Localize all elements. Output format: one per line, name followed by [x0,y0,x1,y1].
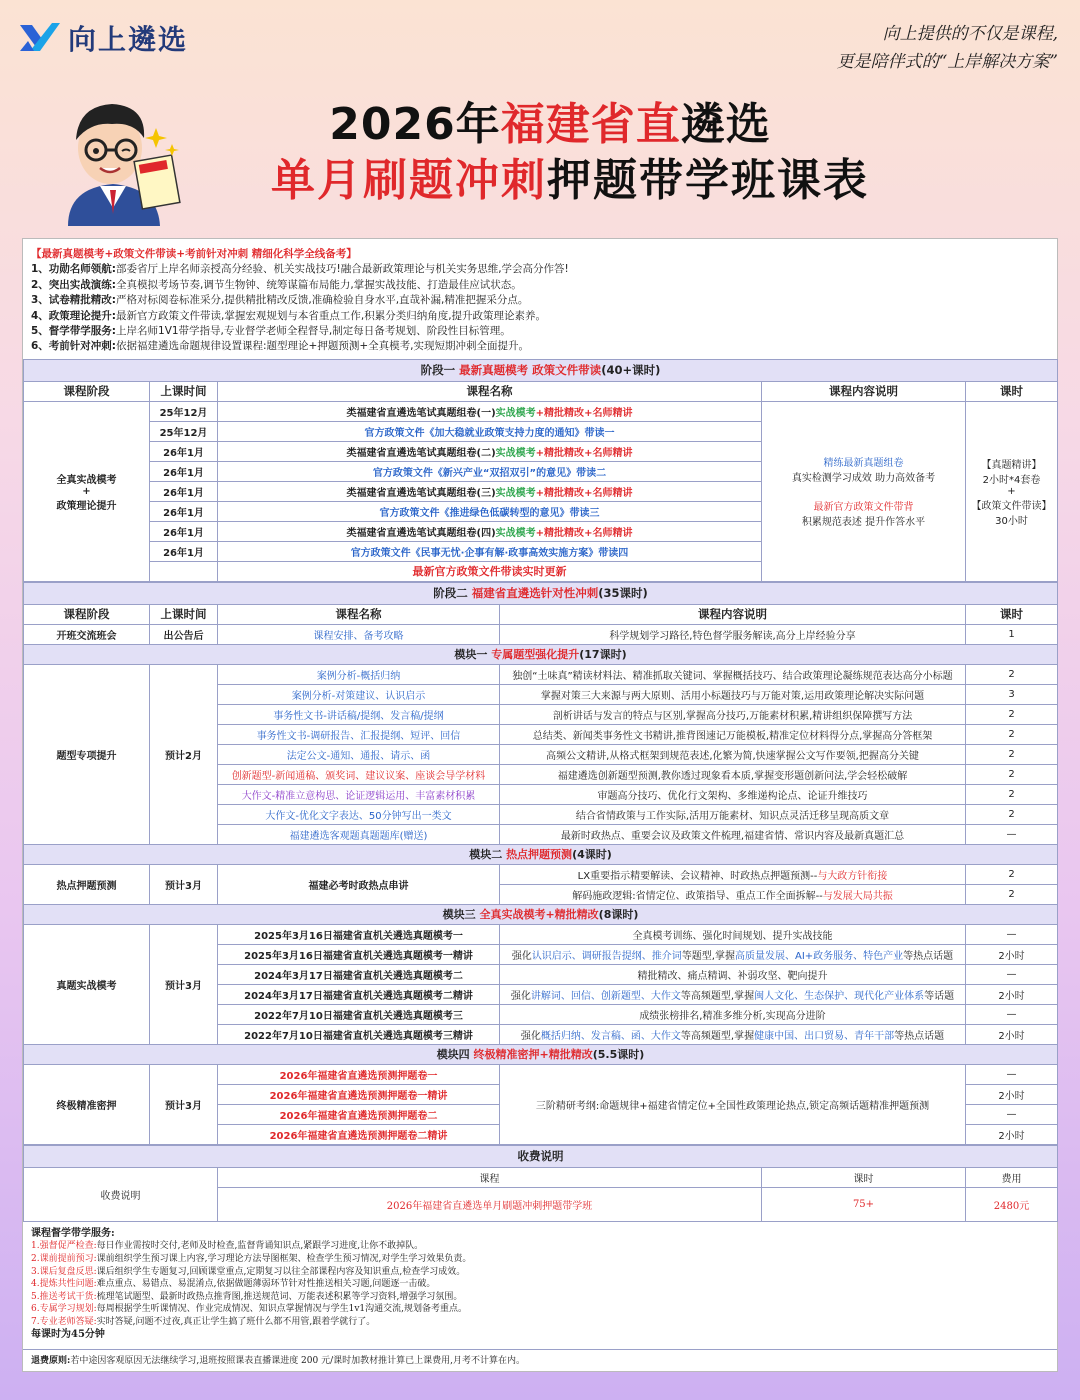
desc-fragment: 强化 [510,990,531,1002]
phase-cell: 题型专项提升 [24,664,150,844]
cell: 1 [966,624,1058,644]
col-header-hours: 课时 [966,604,1058,624]
intro-value: 部委省厅上岸名师亲授高分经验、机关实战技巧!融合最新政策理论与机关实务思维,学会高分作答! [116,263,569,276]
phase-cell [24,401,150,581]
desc-text: 最新官方政策文件带背 [813,502,914,514]
col-header-desc: 课程内容说明 [762,381,966,401]
desc-fragment: 等热点话题 [903,950,954,962]
course-cell: 法定公文-通知、通报、请示、函 [218,744,500,764]
desc-fragment: 认识启示、调研报告提纲、推介词 [531,950,682,962]
course-tag: +精批精改 [535,447,585,459]
course-tag: 实战模考 [495,447,536,459]
desc-cell: 掌握对策三大来源与两大原则、活用小标题技巧与万能对策,运用政策理论解决实际问题 [500,684,966,704]
desc-fragment: 等话题 [924,990,955,1002]
service-item [31,1278,1049,1291]
hours-cell: 2 [966,784,1058,804]
intro-section [23,239,1057,359]
intro-line [31,324,1049,339]
logo-mark-icon [18,21,62,55]
cell: 课程安排、备考攻略 [218,624,500,644]
fee-header-fee: 费用 [966,1167,1058,1187]
course-text: 类福建省直遴选笔试真题组卷(二) [346,447,496,459]
hours-text: 【真题精讲】 [981,459,1042,471]
course-text: 官方政策文件《加大稳就业政策支持力度的通知》带读一 [364,427,615,439]
time-cell: 25年12月 [150,401,218,421]
service-key: 6.专属学习规划: [31,1304,97,1315]
service-value: 每日作业需按时交付,老师及时检查,监督背诵知识点,紧跟学习进度,让你不敢掉队。 [96,1241,424,1252]
phase-cell: 真题实战模考 [24,924,150,1044]
brand-logo [18,18,188,58]
hours-cell: 2 [966,744,1058,764]
hours-text: + [1007,485,1016,497]
course-text: 类福建省直遴选笔试真题组卷(一) [346,407,496,419]
col-header-hours: 课时 [966,381,1058,401]
desc-cell: 最新时政热点、重要会议及政策文件梳理,福建省情、常识内容及最新真题汇总 [500,824,966,844]
desc-fragment: 全真模考训练、强化时间规划、提升实战技能 [632,930,833,942]
desc-cell: 总结类、新闻类事务性文书精讲,推背图速记万能模板,精准定位材料得分点,掌握高分答框架 [500,724,966,744]
course-tag: +名师精讲 [584,407,633,419]
service-item [31,1253,1049,1266]
time-cell: 26年1月 [150,461,218,481]
course-cell [218,401,762,421]
time-cell: 预计3月 [150,1064,218,1144]
hours-text: 30小时 [995,515,1028,527]
service-key: 2.课前提前预习: [31,1254,97,1265]
hours-cell: 2小时 [966,944,1058,964]
service-note: 每课时为45分钟 [31,1328,105,1340]
slogan-line-1: 向上提供的不仅是课程, [882,24,1058,44]
course-cell [218,521,762,541]
slogan-line-2: 更是陪伴式的“上岸解决方案” [836,52,1058,72]
hours-cell: 3 [966,684,1058,704]
intro-key: 2、突出实战演练: [31,278,117,291]
desc-cell [500,1004,966,1024]
service-item [31,1291,1049,1304]
hours-cell: 2 [966,724,1058,744]
intro-value: 最新官方政策文件带读,掌握宏观规划与本省重点工作,积累分类归纳角度,提升政策理论素养。 [116,309,547,322]
course-cell: 2025年3月16日福建省直机关遴选真题模考一 [218,924,500,944]
course-cell: 创新题型-新闻通稿、颁奖词、建议议案、座谈会导学材料 [218,764,500,784]
desc-cell: 高频公文精讲,从格式框架到规范表述,化繁为简,快速掌握公文写作要领,把握高分关键 [500,744,966,764]
desc-text: 积累规范表述 提升作答水平 [801,517,926,529]
fee-course: 2026年福建省直遴选单月刷题冲刺押题带学班 [218,1187,762,1221]
course-cell: 2022年7月10日福建省直机关遴选真题模考三 [218,1004,500,1024]
stage1-table [23,359,1058,582]
intro-key: 3、试卷精批精改: [31,294,117,307]
course-tag: +名师精讲 [584,487,633,499]
stage1-title: 阶段一 最新真题模考 政策文件带读(40+课时) [24,359,1058,381]
course-cell: 2022年7月10日福建省直机关遴选真题模考三精讲 [218,1024,500,1044]
hours-text: 2小时*4套卷 [982,474,1041,486]
col-header-course: 课程名称 [218,381,762,401]
footer-cell: 最新官方政策文件带读实时更新 [218,561,762,581]
course-cell: 2026年福建省直遴选预测押题卷一 [218,1064,500,1084]
fee-header-course: 课程 [218,1167,762,1187]
hours-cell: — [966,1104,1058,1124]
desc-cell: 结合省情政策与工作实际,活用万能素材、知识点灵活迁移呈现高质文章 [500,804,966,824]
service-key: 3.课后复盘反思: [31,1266,97,1277]
desc-cell [500,984,966,1004]
col-header-phase: 课程阶段 [24,604,150,624]
intro-value: 上岸名师1V1带学指导,专业督学老师全程督导,制定每日备考规划、阶段性目标管理。 [116,325,511,338]
course-text: 类福建省直遴选笔试真题组卷(四) [346,527,496,539]
intro-key: 6、考前针对冲刺: [31,340,117,353]
course-cell [218,481,762,501]
fee-label: 收费说明 [24,1167,218,1221]
fee-title: 收费说明 [24,1145,1058,1167]
desc-fragment: 健康中国、出口贸易、青年干部 [754,1030,895,1042]
course-cell: 案例分析-对策建议、认识启示 [218,684,500,704]
hours-cell: — [966,924,1058,944]
desc-cell: 独创“土味真”精读材料法、精准抓取关键词、掌握概括技巧、结合政策理论凝练规范表达高分小标题 [500,664,966,684]
opening-row [24,624,1058,644]
course-cell: 2024年3月17日福建省直机关遴选真题模考二 [218,964,500,984]
hours-cell [966,401,1058,581]
course-tag: 实战模考 [495,487,536,499]
refund-policy: 退费原则:若中途因客观原因无法继续学习,退班按照课表直播课进度 200 元/课时加教材推计算已上课费用,月考不计算在内。 [23,1349,1057,1371]
table-row [24,664,1058,684]
col-header-time: 上课时间 [150,381,218,401]
course-cell: 2026年福建省直遴选预测押题卷二 [218,1104,500,1124]
course-cell [218,541,762,561]
desc-fragment: 等高频题型,掌握 [680,1030,755,1042]
desc-text: 真实检测学习成效 助力高效备考 [791,473,936,485]
intro-line [31,278,1049,293]
fee-hours: 75+ [762,1187,966,1221]
desc-fragment: 高质量发展、AI+政务服务、特色产业 [735,950,904,962]
desc-cell: 福建遴选创新题型预测,教你透过现象看本质,掌握变形题创新问法,学会轻松破解 [500,764,966,784]
hours-cell: 2小时 [966,1084,1058,1104]
service-key: 4.提炼共性问题: [31,1279,97,1290]
course-text: 类福建省直遴选笔试真题组卷(三) [346,487,496,499]
phase-text: + [82,485,91,497]
hours-cell: 2小时 [966,1024,1058,1044]
desc-cell: 审题高分技巧、优化行文架构、多维递构论点、论证升维技巧 [500,784,966,804]
course-cell: 2025年3月16日福建省直机关遴选真题模考一精讲 [218,944,500,964]
phase-text: 政策理论提升 [56,500,117,512]
hours-cell: — [966,1004,1058,1024]
stage2-table [23,582,1058,1145]
time-cell: 25年12月 [150,421,218,441]
module2-row [24,864,1058,884]
course-cell: 案例分析-概括归纳 [218,664,500,684]
intro-key: 5、督学带学服务: [31,325,117,338]
desc-fragment: 强化 [520,1030,541,1042]
service-item [31,1266,1049,1279]
intro-headline: 【最新真题模考+政策文件带读+考前针对冲刺 精细化科学全线备考】 [31,248,357,260]
desc-cell: 三阶精研考纲:命题规律+福建省情定位+全国性政策理论热点,锁定高频话题精准押题预测 [500,1064,966,1144]
service-item [31,1316,1049,1329]
cell: 科学规划学习路径,特色督学服务解读,高分上岸经验分享 [500,624,966,644]
intro-key: 4、政策理论提升: [31,309,117,322]
intro-key: 1、功勋名师领航: [31,263,117,276]
service-value: 实时答疑,问题不过夜,真正让学生搞了班什么都不用管,跟着学就行了。 [96,1317,376,1327]
intro-line [31,339,1049,354]
course-text: 官方政策文件《民事无忧·企事有解·政事高效实施方案》带读四 [350,547,629,559]
course-text: 官方政策文件《推进绿色低碳转型的意见》带读三 [379,507,600,519]
col-header-desc: 课程内容说明 [500,604,966,624]
service-value: 课前组织学生预习课上内容,学习理论方法导图框架、检查学生预习情况,对学生学习效果负责。 [96,1254,472,1265]
time-cell: 预计2月 [150,664,218,844]
time-cell: 26年1月 [150,501,218,521]
col-header-time: 上课时间 [150,604,218,624]
service-item [31,1303,1049,1316]
intro-line [31,262,1049,277]
intro-line [31,309,1049,324]
phase-text: 全真实战模考 [56,474,117,486]
course-tag: 实战模考 [495,407,536,419]
page-title-line-2: 单月刷题冲刺押题带学班课表 [271,155,869,206]
time-cell: 预计3月 [150,924,218,1044]
course-tag: +精批精改 [535,487,585,499]
desc-cell [500,964,966,984]
time-cell: 26年1月 [150,441,218,461]
desc-fragment: 等热点话题 [894,1030,945,1042]
cell: 开班交流班会 [24,624,150,644]
desc-fragment: 等高频题型,掌握 [680,990,755,1002]
intro-line [31,293,1049,308]
service-value: 难点重点、易错点、易混淆点,依据做题薄弱环节针对性推送相关习题,问题逐一击破。 [96,1279,436,1290]
cell: 解码施政逻辑:省情定位、政策指导、重点工作全面拆解--与发展大局共振 [500,884,966,904]
service-key: 1.强督促严检查: [31,1241,97,1252]
course-cell [218,421,762,441]
time-cell: 26年1月 [150,541,218,561]
desc-cell: 剖析讲话与发言的特点与区别,掌握高分技巧,万能素材积累,精讲组织保障撰写方法 [500,704,966,724]
service-key: 5.推送考试干货: [31,1291,97,1302]
hours-cell: 2 [966,804,1058,824]
module2-title: 模块二 热点押题预测(4课时) [24,844,1058,864]
course-tag: +精批精改 [535,407,585,419]
service-title: 课程督学带学服务: [31,1227,115,1239]
course-cell: 2024年3月17日福建省直机关遴选真题模考二精讲 [218,984,500,1004]
course-cell [218,461,762,481]
desc-fragment: 概括归纳、发言稿、函、大作文 [540,1030,681,1042]
course-cell: 大作文-精准立意构思、论证逻辑运用、丰富素材积累 [218,784,500,804]
brand-name: 向上遴选 [68,23,189,56]
hours-cell: 2小时 [966,1124,1058,1144]
course-cell [218,501,762,521]
cell: 2 [966,864,1058,884]
desc-fragment: 闽人文化、生态保护、现代化产业体系 [754,990,925,1002]
phase-cell: 终极精准密押 [24,1064,150,1144]
module1-title: 模块一 专属题型强化提升(17课时) [24,644,1058,664]
service-item [31,1240,1049,1253]
course-tag: +名师精讲 [584,447,633,459]
desc-text: 精练最新真题组卷 [823,458,904,470]
intro-value: 依据福建遴选命题规律设置课程:题型理论+押题预测+全真模考,实现短期冲刺全面提升。 [116,340,529,353]
footer-spacer [150,561,218,581]
hours-cell: 2小时 [966,984,1058,1004]
table-row [24,1064,1058,1084]
course-cell: 大作文-优化文字表达、50分钟写出一类文 [218,804,500,824]
cell: 出公告后 [150,624,218,644]
course-cell: 福建遴选客观题真题题库(赠送) [218,824,500,844]
table-row [24,924,1058,944]
time-cell: 26年1月 [150,481,218,501]
course-cell: 2026年福建省直遴选预测押题卷二精讲 [218,1124,500,1144]
fee-table [23,1145,1058,1222]
desc-fragment: 等题型,掌握 [681,950,735,962]
hours-text: 【政策文件带读】 [971,500,1052,512]
cell: 热点押题预测 [24,864,150,904]
cell: 福建必考时政热点串讲 [218,864,500,904]
course-cell: 事务性文书-讲话稿/提纲、发言稿/提纲 [218,704,500,724]
service-value: 梳理笔试题型、最新时政热点推背图,推送规范词、万能表述积累等学习资料,增强学习氛围。 [96,1291,463,1302]
hours-cell: 2 [966,704,1058,724]
course-tag: +精批精改 [535,527,585,539]
hours-cell: — [966,824,1058,844]
desc-cell [762,401,966,581]
hours-cell: — [966,964,1058,984]
spacer [764,484,963,498]
course-cell [218,441,762,461]
hours-cell: 2 [966,664,1058,684]
course-cell: 2026年福建省直遴选预测押题卷一精讲 [218,1084,500,1104]
col-header-phase: 课程阶段 [24,381,150,401]
desc-cell [500,944,966,964]
stage2-title: 阶段二 福建省直遴选针对性冲刺(35课时) [24,582,1058,604]
desc-cell [500,924,966,944]
hours-cell: 2 [966,764,1058,784]
intro-value: 全真模拟考场节奏,调节生物钟、统筹谋篇布局能力,掌握实战技能、打造最佳应试状态。 [116,278,522,291]
desc-fragment: 成绩张榜排名,精准多维分析,实现高分进阶 [639,1010,826,1022]
course-tag: +名师精讲 [584,527,633,539]
course-text: 官方政策文件《新兴产业“双招双引”的意见》带读二 [372,467,607,479]
desc-fragment: 强化 [511,950,532,962]
course-tag: 实战模考 [495,527,536,539]
desc-fragment: 讲解词、回信、创新题型、大作文 [530,990,681,1002]
desc-fragment: 精批精改、痛点精调、补弱攻坚、靶向提升 [637,970,828,982]
time-cell: 26年1月 [150,521,218,541]
fee-header-hours: 课时 [762,1167,966,1187]
course-cell: 事务性文书-调研报告、汇报提纲、短评、回信 [218,724,500,744]
module4-title: 模块四 终极精准密押+精批精改(5.5课时) [24,1044,1058,1064]
cell: 预计3月 [150,864,218,904]
desc-cell [500,1024,966,1044]
page-title-line-1: 2026年福建省直遴选 [329,99,771,150]
schedule-card [22,238,1058,1372]
module3-title: 模块三 全真实战模考+精批精改(8课时) [24,904,1058,924]
fee-price: 2480元 [966,1187,1058,1221]
table-row [24,401,1058,421]
col-header-course: 课程名称 [218,604,500,624]
intro-value: 严格对标阅卷标准采分,提供精批精改反馈,准确检验自身水平,直哉补漏,精准把握采分点。 [116,294,529,307]
cell: 2 [966,884,1058,904]
slogan [837,20,1058,76]
service-value: 每周根据学生听课情况、作业完成情况、知识点掌握情况与学生1v1沟通交流,规划备考重点。 [96,1304,468,1315]
hours-cell: — [966,1064,1058,1084]
service-value: 课后组织学生专题复习,回顾课堂重点,定期复习以往全部课程内容及知识重点,检查学习成效。 [96,1266,466,1277]
service-notes [23,1222,1057,1347]
service-key: 7.专业老师答疑: [31,1317,97,1327]
cell: LX重要指示精要解读、会议精神、时政热点押题预测--与大政方针衔接 [500,864,966,884]
